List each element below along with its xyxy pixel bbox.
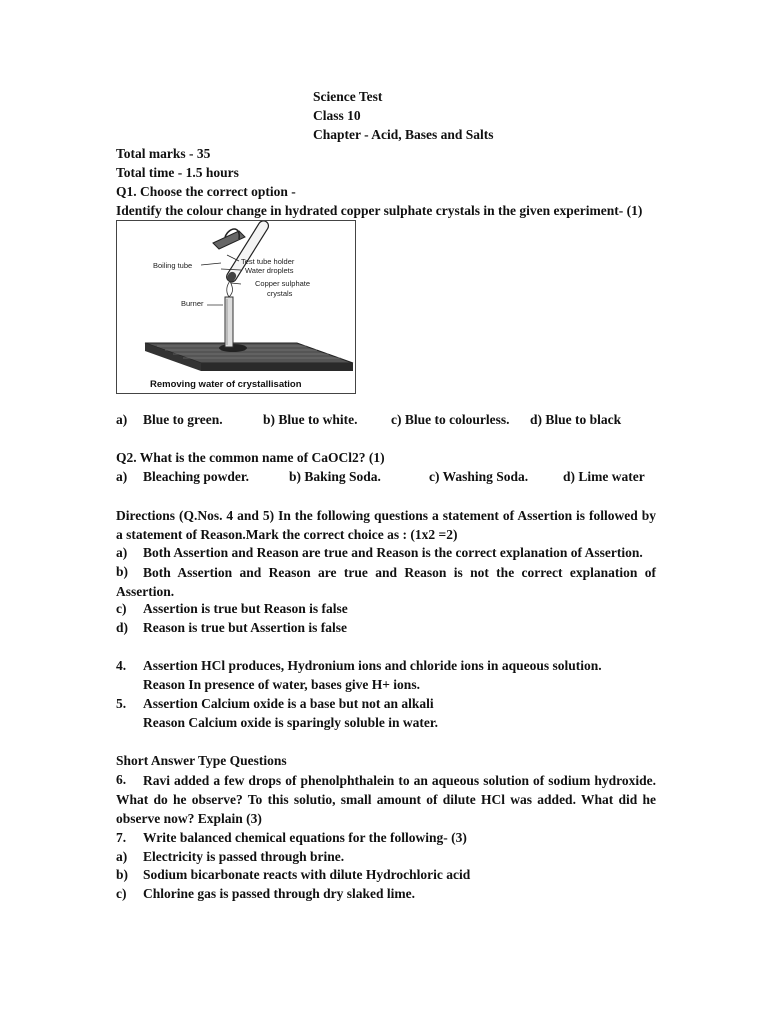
q2-option-a-marker: a)	[116, 469, 128, 484]
label-water-droplets: Water droplets	[245, 266, 294, 275]
q4-number: 4.	[116, 658, 127, 673]
chapter-label: Chapter - Acid, Bases and Salts	[313, 127, 494, 142]
q1-text: Identify the colour change in hydrated copper sulphate crystals in the given experiment- (1)	[116, 203, 643, 218]
choice-d-marker: d)	[116, 620, 129, 635]
q7-text: Write balanced chemical equations for the following- (3)	[143, 830, 467, 845]
q5-assertion: Assertion Calcium oxide is a base but not an alkali	[143, 696, 434, 711]
q7-item-b-marker: b)	[116, 867, 129, 882]
label-copper-sulphate: Copper sulphate	[255, 279, 311, 288]
q1-option-a-marker: a)	[116, 412, 128, 427]
label-test-tube-holder: Test tube holder	[241, 257, 295, 266]
q7-item-c-marker: c)	[116, 886, 127, 901]
q6-text: Ravi added a few drops of phenolphthalein to an aqueous solution of sodium hydroxide. What do he observe? To this solutio, small amount of dilute HCl was added. What did he observe now? Explain (3)	[116, 773, 656, 826]
choice-c-marker: c)	[116, 601, 127, 616]
q2-option-c: c) Washing Soda.	[429, 469, 529, 484]
q2-option-b: b) Baking Soda.	[289, 469, 381, 484]
figure-caption: Removing water of crystallisation	[150, 379, 302, 390]
choice-b-marker: b)	[116, 564, 129, 579]
directions-text: Directions (Q.Nos. 4 and 5) In the following questions a statement of Assertion is followed by a statement of Reason.Mark the correct choice as : (1x2 =2)	[116, 508, 656, 542]
label-crystals: crystals	[267, 289, 293, 298]
choice-a-marker: a)	[116, 545, 128, 560]
test-title: Science Test	[313, 89, 383, 104]
choice-b: Both Assertion and Reason are true and Reason is not the correct explanation of Assertion.	[116, 565, 656, 599]
q1-option-a: Blue to green.	[143, 412, 223, 427]
q7-item-b: Sodium bicarbonate reacts with dilute Hydrochloric acid	[143, 867, 471, 882]
choice-d: Reason is true but Assertion is false	[143, 620, 348, 635]
q1-option-d: d) Blue to black	[530, 412, 622, 427]
q7-item-a: Electricity is passed through brine.	[143, 849, 345, 864]
q7-number: 7.	[116, 830, 127, 845]
q7-item-a-marker: a)	[116, 849, 128, 864]
q6-number: 6.	[116, 772, 127, 787]
q2-option-d: d) Lime water	[563, 469, 645, 484]
apparatus-drawing	[117, 221, 355, 393]
short-answer-heading: Short Answer Type Questions	[116, 753, 287, 768]
label-boiling-tube: Boiling tube	[153, 261, 193, 270]
q2-option-a: Bleaching powder.	[143, 469, 250, 484]
total-marks: Total marks - 35	[116, 146, 211, 161]
choice-a: Both Assertion and Reason are true and Reason is the correct explanation of Assertion.	[143, 545, 643, 560]
q1-heading: Q1. Choose the correct option -	[116, 184, 296, 199]
q1-option-c: c) Blue to colourless.	[391, 412, 510, 427]
q1-option-b: b) Blue to white.	[263, 412, 358, 427]
experiment-figure	[116, 220, 356, 394]
total-time: Total time - 1.5 hours	[116, 165, 239, 180]
label-burner: Burner	[181, 299, 204, 308]
q5-number: 5.	[116, 696, 127, 711]
q2-text: Q2. What is the common name of CaOCl2? (1)	[116, 450, 385, 465]
q4-assertion: Assertion HCl produces, Hydronium ions and chloride ions in aqueous solution.	[143, 658, 602, 673]
q7-item-c: Chlorine gas is passed through dry slaked lime.	[143, 886, 416, 901]
class-label: Class 10	[313, 108, 361, 123]
q4-reason: Reason In presence of water, bases give H+ ions.	[143, 677, 420, 692]
q5-reason: Reason Calcium oxide is sparingly soluble in water.	[143, 715, 439, 730]
choice-c: Assertion is true but Reason is false	[143, 601, 348, 616]
